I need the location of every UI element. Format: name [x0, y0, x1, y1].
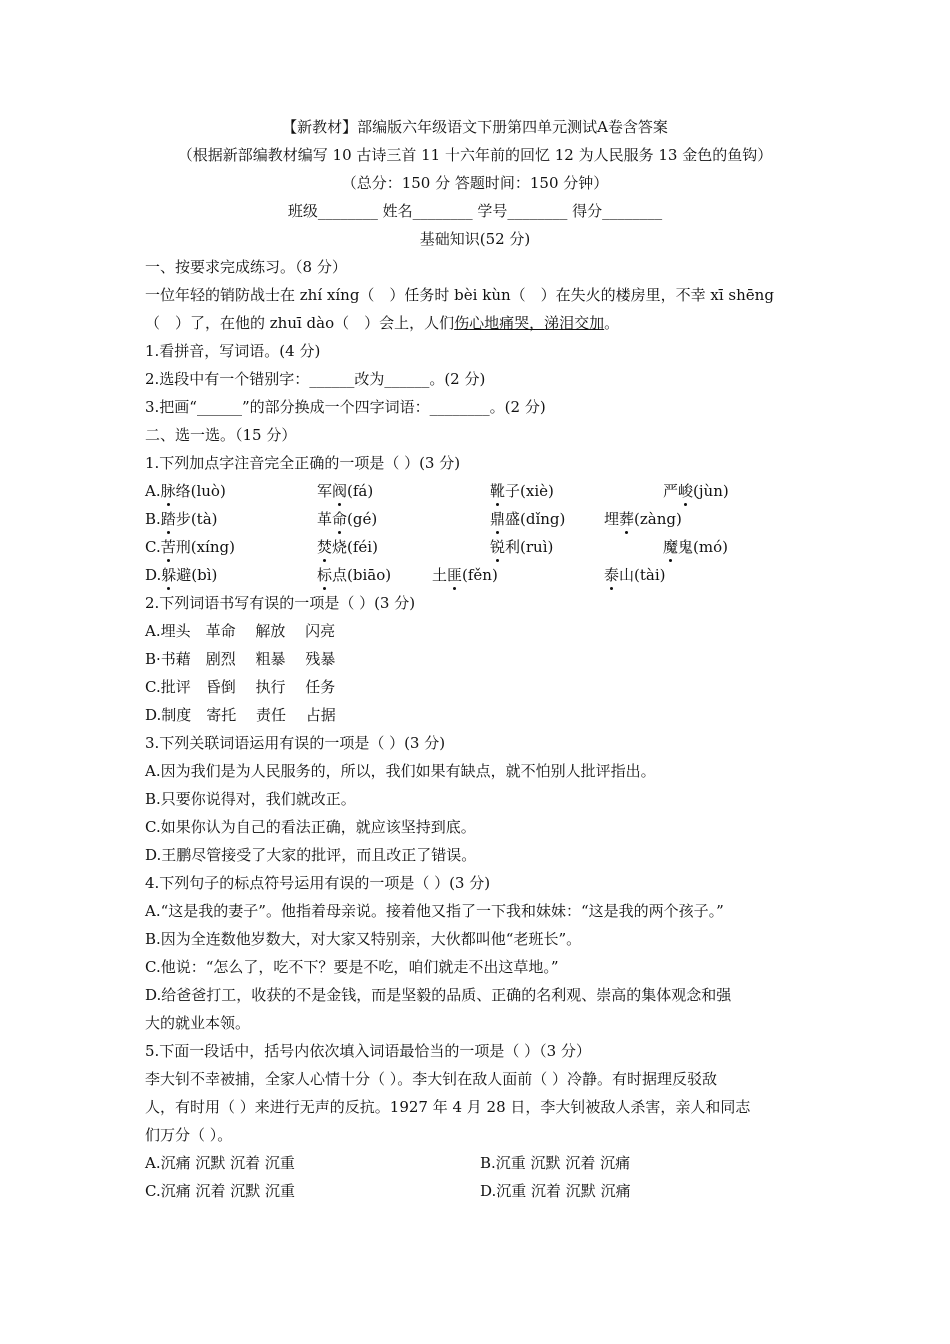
q4-option-d-continued: 大的就业本领。 [145, 1014, 251, 1032]
emphasis-char: 葬 [619, 510, 635, 528]
q1-option-cell: 埋葬(zàng) [604, 510, 682, 528]
q1-option-cell: 泰山(tài) [604, 566, 666, 584]
q1-option-cell: C.苦刑(xíng) [145, 538, 235, 556]
emphasis-char: 泰 [604, 566, 620, 584]
emphasis-char: 魔 [663, 538, 679, 556]
q1-option-cell: A.脉络(luò) [145, 482, 226, 500]
q2-option-c: C.批评 昏倒 执行 任务 [145, 678, 336, 696]
q2-option-a: A.埋头 革命 解放 闪亮 [145, 622, 336, 640]
q3-option-c: C.如果你认为自己的看法正确，就应该坚持到底。 [145, 818, 476, 836]
q1-option-cell: 军阀(fá) [317, 482, 374, 500]
q5-option-d: D.沉重 沉着 沉默 沉痛 [480, 1182, 631, 1200]
emphasis-char: 阀 [332, 482, 348, 500]
q1-stem: 1.下列加点字注音完全正确的一项是（ ）(3 分) [145, 454, 461, 472]
q3-stem: 3.下列关联词语运用有误的一项是（ ）(3 分) [145, 734, 446, 752]
part1-passage-line1: 一位年轻的销防战士在 zhí xíng（ ）任务时 bèi kùn（ ）在失火的楼房里，不幸 xī shēng [145, 286, 774, 304]
emphasis-char: 躲 [161, 566, 177, 584]
part1-question-2: 2.选段中有一个错别字：______改为______。(2 分) [145, 370, 486, 388]
q2-option-b: B·书藉 剧烈 粗暴 残暴 [145, 650, 336, 668]
score-time-line: （总分：150 分 答题时间：150 分钟） [341, 174, 609, 192]
emphasis-char: 锐 [490, 538, 506, 556]
q1-option-cell: 标点(biāo) [317, 566, 392, 584]
emphasis-char: 匪 [447, 566, 463, 584]
q1-option-cell: 魔鬼(mó) [663, 538, 728, 556]
q2-option-d: D.制度 寄托 责任 占据 [145, 706, 336, 724]
q1-option-cell: 革命(gé) [317, 510, 378, 528]
q5-passage-line3: 们万分（ ）。 [145, 1126, 233, 1144]
q5-option-c: C.沉痛 沉着 沉默 沉重 [145, 1182, 296, 1200]
part1-question-1: 1.看拼音，写词语。(4 分) [145, 342, 321, 360]
q1-option-cell: 焚烧(féi) [317, 538, 378, 556]
q5-option-a: A.沉痛 沉默 沉着 沉重 [145, 1154, 295, 1172]
part1-passage-line2 [145, 313, 619, 333]
q5-passage-line2: 人，有时用（ ）来进行无声的反抗。1927 年 4 月 28 日，李大钊被敌人杀害，亲人和同志 [145, 1098, 751, 1116]
underlined-phrase: 伤心地痛哭，涕泪交加 [454, 314, 605, 332]
emphasis-char: 苦 [160, 538, 176, 556]
document-subtitle: （根据新部编教材编写 10 古诗三首 11 十六年前的回忆 12 为人民服务 13 金色的鱼钩） [177, 146, 773, 164]
q4-option-b: B.因为全连数他岁数大，对大家又特别亲，大伙都叫他“老班长”。 [145, 930, 582, 948]
q2-stem: 2.下列词语书写有误的一项是（ ）(3 分) [145, 594, 416, 612]
q5-stem: 5.下面一段话中，括号内依次填入词语最恰当的一项是（ ）（3 分） [145, 1042, 591, 1060]
part2-heading: 二、选一选。（15 分） [145, 426, 297, 444]
part1-question-3: 3.把画“______”的部分换成一个四字词语：________。(2 分) [145, 398, 546, 416]
emphasis-char: 踏 [160, 510, 176, 528]
q4-option-a: A.“这是我的妻子”。他指着母亲说。接着他又指了一下我和妹妹：“这是我的两个孩子。” [145, 902, 724, 920]
q4-option-c: C.他说：“怎么了，吃不下？要是不吃，咱们就走不出这草地。” [145, 958, 559, 976]
q4-option-d: D.给爸爸打工，收获的不是金钱，而是坚毅的品质、正确的名利观、崇高的集体观念和强 [145, 986, 732, 1004]
q1-option-cell: 靴子(xiè) [490, 482, 554, 500]
q1-option-cell: 锐利(ruì) [490, 538, 554, 556]
q1-option-cell: 土匪(fěn) [432, 566, 498, 584]
q5-option-b: B.沉重 沉默 沉着 沉痛 [480, 1154, 631, 1172]
document-title: 【新教材】部编版六年级语文下册第四单元测试A卷含答案 [282, 118, 668, 136]
q3-option-d: D.王鹏尽管接受了大家的批评，而且改正了错误。 [145, 846, 477, 864]
student-info-fields: 班级________ 姓名________ 学号________ 得分________ [287, 202, 663, 220]
emphasis-char: 靴 [490, 482, 506, 500]
q5-passage-line1: 李大钊不幸被捕，全家人心情十分（ ）。李大钊在敌人面前（ ）冷静。有时据理反驳敌 [145, 1070, 718, 1088]
q4-stem: 4.下列句子的标点符号运用有误的一项是（ ）(3 分) [145, 874, 491, 892]
q1-option-cell: 严峻(jùn) [663, 482, 729, 500]
q1-option-cell: B.踏步(tà) [145, 510, 218, 528]
q1-option-cell: 鼎盛(dǐng) [490, 510, 566, 528]
q3-option-b: B.只要你说得对，我们就改正。 [145, 790, 356, 808]
emphasis-char: 脉 [160, 482, 176, 500]
emphasis-char: 标 [317, 566, 333, 584]
emphasis-char: 命 [332, 510, 348, 528]
emphasis-char: 峻 [678, 482, 694, 500]
section-title: 基础知识(52 分) [419, 230, 531, 248]
passage-end: 。 [604, 314, 620, 332]
emphasis-char: 焚 [317, 538, 333, 556]
passage-text: （ ）了，在他的 zhuī dào（ ）会上，人们 [145, 314, 455, 332]
q1-option-cell: D.躲避(bì) [145, 566, 218, 584]
emphasis-char: 鼎 [490, 510, 506, 528]
q3-option-a: A.因为我们是为人民服务的，所以，我们如果有缺点，就不怕别人批评指出。 [145, 762, 656, 780]
part1-heading: 一、按要求完成练习。（8 分） [145, 258, 347, 276]
